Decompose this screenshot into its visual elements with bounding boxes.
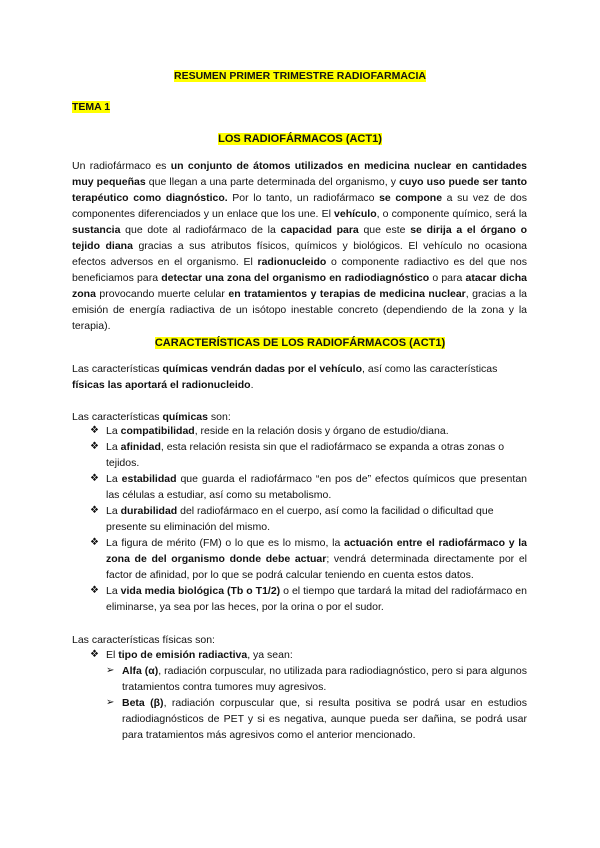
list-item: ➢ Alfa (α), radiación corpuscular, no utilizada para radiodiagnóstico, pero si para algunos tratamientos contra tumores muy agresivos. [106,665,528,693]
list-item: ❖ La durabilidad del radiofármaco en el cuerpo, así como la facilidad o dificultad que presente su eliminación del mismo. [90,505,494,533]
list-item: ➢ Beta (β), radiación corpuscular que, si resulta positiva se podrá usar en estudios radiodiagnósticos de PET y si es negativa, aunque pueda ser dañina, se podrá usar para tratamientos más agresivos como el anterior mencionado. [106,697,528,741]
diamond-bullet-icon: ❖ [90,537,99,548]
arrow-bullet-icon: ➢ [106,665,115,676]
arrow-bullet-icon: ➢ [106,697,115,708]
emission-types-list [106,663,527,743]
diamond-bullet-icon: ❖ [90,425,99,436]
characteristics-intro: Las características químicas vendrán dadas por el vehículo, así como las características físicas las aportará el radionucleido. [72,363,498,391]
physical-list [90,647,527,743]
section-heading-radiofarmacos: LOS RADIOFÁRMACOS (ACT1) [218,133,382,145]
physical-label: Las características físicas son: [72,634,215,646]
chemical-label: Las características químicas son: [72,411,231,423]
list-item: ❖ La estabilidad que guarda el radiofármaco “en pos de” efectos químicos que presentan las células a estudiar, así como su metabolismo. [90,473,527,501]
list-item: ❖ La vida media biológica (Tb o T1/2) o el tiempo que tardará la mitad del radiofármaco en eliminarse, ya sea por las heces, por la orina o por el sudor. [90,585,527,613]
diamond-bullet-icon: ❖ [90,505,99,516]
list-item: ❖ El tipo de emisión radiactiva, ya sean: ➢ Alfa (α), radiación corpuscular, no utilizada para radiodiagnóstico, pero si para algunos tratamientos contra tumores muy agresivos. ➢ Beta (β), radiación corpuscular que, si resulta positiva se podrá usar en estudios radiodiagnósticos de PET y si es negativa, aunque pueda ser dañina, se podrá usar para tratamientos más agresivos como el anterior mencionado. [90,649,528,741]
diamond-bullet-icon: ❖ [90,441,99,452]
diamond-bullet-icon: ❖ [90,585,99,596]
list-item: ❖ La afinidad, esta relación resista sin que el radiofármaco se expanda a otras zonas o tejidos. [90,441,505,469]
chemical-list [90,423,527,615]
diamond-bullet-icon: ❖ [90,473,99,484]
diamond-bullet-icon: ❖ [90,649,99,660]
document-title: RESUMEN PRIMER TRIMESTRE RADIOFARMACIA [173,70,426,82]
intro-paragraph: Un radiofármaco es un conjunto de átomos utilizados en medicina nuclear en cantidades muy pequeñas que llegan a una parte determinada del organismo, y cuyo uso puede ser tanto terapéutico como diagnóstico. Por lo tanto, un radiofármaco se compone a su vez de dos componentes diferenciados y un enlace que los une. El vehículo, o componente químico, será la sustancia que dote al radiofármaco de la capacidad para que este se dirija a el órgano o tejido diana gracias a sus atributos físicos, químicos y biológicos. El vehículo no ocasiona efectos adversos en el organismo. El radionucleido o componente radiactivo es del que nos beneficiamos para detectar una zona del organismo en radiodiagnóstico o para atacar dicha zona provocando muerte celular en tratamientos y terapias de medicina nuclear, gracias a la emisión de energía radiactiva de un isótopo inestable concreto (dependiendo de la zona y la terapia). [72,160,528,332]
list-item: ❖ La figura de mérito (FM) o lo que es lo mismo, la actuación entre el radiofármaco y la zona de del organismo donde debe actuar; vendrá determinada directamente por el factor de afinidad, por lo que se podrá calcular teniendo en cuenta estos datos. [90,537,527,581]
tema-label: TEMA 1 [72,101,111,113]
list-item: ❖ La compatibilidad, reside en la relación dosis y órgano de estudio/diana. [90,425,449,437]
section-heading-caracteristicas: CARACTERÍSTICAS DE LOS RADIOFÁRMACOS (ACT1) [154,337,446,349]
